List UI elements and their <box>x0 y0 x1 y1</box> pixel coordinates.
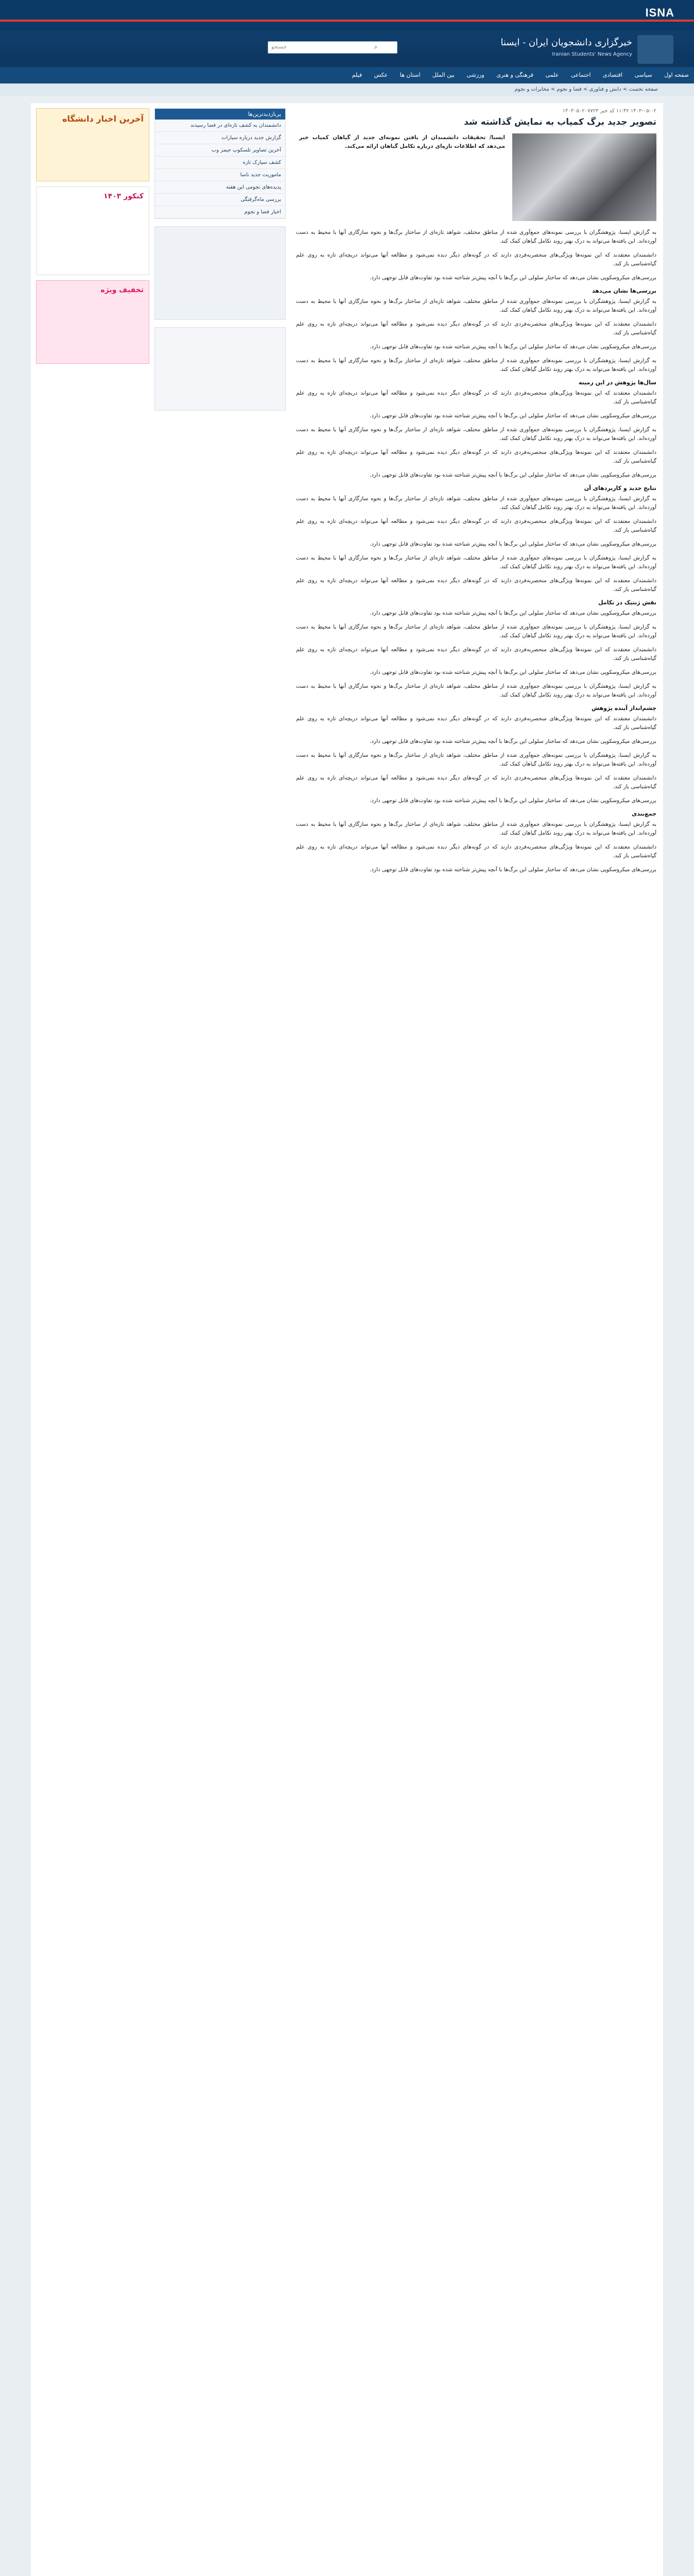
site-logo[interactable]: ISNA <box>645 6 674 19</box>
sidebar-item[interactable]: آخرین تصاویر تلسکوپ جیمز وب <box>155 144 285 157</box>
paragraph: بررسی‌های میکروسکوپی نشان می‌دهد که ساختار سلولی این برگ‌ها با آنچه پیش‌تر شناخته شده بود تفاوت‌های قابل توجهی دارد. <box>369 669 656 675</box>
paragraph: به گزارش ایسنا، پژوهشگران با بررسی نمونه‌های جمع‌آوری شده از مناطق مختلف، شواهد تازه‌ای از ساختار برگ‌ها و نحوه سازگاری آنها با محیط به دست آورده‌اند. این یافته‌ها می‌تواند به درک بهتر روند تکامل گیاهان کمک کند. <box>296 358 656 372</box>
paragraph: به گزارش ایسنا، پژوهشگران با بررسی نمونه‌های جمع‌آوری شده از مناطق مختلف، شواهد تازه‌ای از ساختار برگ‌ها و نحوه سازگاری آنها با محیط به دست آورده‌اند. این یافته‌ها می‌تواند به درک بهتر روند تکامل گیاهان کمک کند. <box>296 496 656 511</box>
paragraph: دانشمندان معتقدند که این نمونه‌ها ویژگی‌های منحصربه‌فردی دارند که در گونه‌های دیگر دیده نمی‌شود و مطالعه آنها می‌تواند دریچه‌ای تازه به روی علم گیاه‌شناسی باز کند. <box>296 716 656 731</box>
paragraph: دانشمندان معتقدند که این نمونه‌ها ویژگی‌های منحصربه‌فردی دارند که در گونه‌های دیگر دیده نمی‌شود و مطالعه آنها می‌تواند دریچه‌ای تازه به روی علم گیاه‌شناسی باز کند. <box>296 844 656 859</box>
paragraph: دانشمندان معتقدند که این نمونه‌ها ویژگی‌های منحصربه‌فردی دارند که در گونه‌های دیگر دیده نمی‌شود و مطالعه آنها می‌تواند دریچه‌ای تازه به روی علم گیاه‌شناسی باز کند. <box>296 775 656 790</box>
paragraph: بررسی‌های میکروسکوپی نشان می‌دهد که ساختار سلولی این برگ‌ها با آنچه پیش‌تر شناخته شده بود تفاوت‌های قابل توجهی دارد. <box>369 472 656 478</box>
search-icon[interactable]: ⌕ <box>374 43 378 50</box>
most-viewed-title: پربازدیدترین‌ها <box>155 109 285 120</box>
search-input[interactable]: جستجو <box>268 41 397 54</box>
paragraph: به گزارش ایسنا، پژوهشگران با بررسی نمونه‌های جمع‌آوری شده از مناطق مختلف، شواهد تازه‌ای از ساختار برگ‌ها و نحوه سازگاری آنها با محیط به دست آورده‌اند. این یافته‌ها می‌تواند به درک بهتر روند تکامل گیاهان کمک کند. <box>296 229 656 244</box>
lead-row <box>296 133 656 221</box>
article-image[interactable] <box>512 133 656 221</box>
paragraph: دانشمندان معتقدند که این نمونه‌ها ویژگی‌های منحصربه‌فردی دارند که در گونه‌های دیگر دیده نمی‌شود و مطالعه آنها می‌تواند دریچه‌ای تازه به روی علم گیاه‌شناسی باز کند. <box>296 518 656 533</box>
subheading: نتایج جدید و کاربردهای آن <box>584 485 656 492</box>
article-lead: ایسنا/ تحقیقات دانشمندان از یافتن نمونه‌ای جدید از گیاهان کمیاب خبر می‌دهد که اطلاعات تازه‌ای درباره تکامل گیاهان ارائه می‌کند. <box>299 134 505 149</box>
nav-item[interactable]: اجتماعی <box>570 72 591 78</box>
sidebar-widget <box>154 226 286 320</box>
middle-sidebar <box>154 108 286 411</box>
main-nav <box>0 67 694 83</box>
paragraph: دانشمندان معتقدند که این نمونه‌ها ویژگی‌های منحصربه‌فردی دارند که در گونه‌های دیگر دیده نمی‌شود و مطالعه آنها می‌تواند دریچه‌ای تازه به روی علم گیاه‌شناسی باز کند. <box>296 252 656 267</box>
paragraph: دانشمندان معتقدند که این نمونه‌ها ویژگی‌های منحصربه‌فردی دارند که در گونه‌های دیگر دیده نمی‌شود و مطالعه آنها می‌تواند دریچه‌ای تازه به روی علم گیاه‌شناسی باز کند. <box>296 647 656 662</box>
sidebar-item[interactable]: پدیده‌های نجومی این هفته <box>155 181 285 194</box>
paragraph: بررسی‌های میکروسکوپی نشان می‌دهد که ساختار سلولی این برگ‌ها با آنچه پیش‌تر شناخته شده بود تفاوت‌های قابل توجهی دارد. <box>369 413 656 419</box>
paragraph: بررسی‌های میکروسکوپی نشان می‌دهد که ساختار سلولی این برگ‌ها با آنچه پیش‌تر شناخته شده بود تفاوت‌های قابل توجهی دارد. <box>369 798 656 804</box>
article-meta: ۱۴۰۳-۰۵-۰۲ ۱۱:۴۲ کد خبر ۱۴۰۳۰۵۰۲۰۷۷۲۳ <box>562 108 656 114</box>
paragraph: به گزارش ایسنا، پژوهشگران با بررسی نمونه‌های جمع‌آوری شده از مناطق مختلف، شواهد تازه‌ای از ساختار برگ‌ها و نحوه سازگاری آنها با محیط به دست آورده‌اند. این یافته‌ها می‌تواند به درک بهتر روند تکامل گیاهان کمک کند. <box>296 298 656 313</box>
ad-banner[interactable]: تخفیف ویژه <box>36 280 149 364</box>
nav-item[interactable]: فرهنگی و هنری <box>496 72 534 78</box>
paragraph: به گزارش ایسنا، پژوهشگران با بررسی نمونه‌های جمع‌آوری شده از مناطق مختلف، شواهد تازه‌ای از ساختار برگ‌ها و نحوه سازگاری آنها با محیط به دست آورده‌اند. این یافته‌ها می‌تواند به درک بهتر روند تکامل گیاهان کمک کند. <box>296 555 656 570</box>
paragraph: بررسی‌های میکروسکوپی نشان می‌دهد که ساختار سلولی این برگ‌ها با آنچه پیش‌تر شناخته شده بود تفاوت‌های قابل توجهی دارد. <box>369 541 656 547</box>
brand-title-fa[interactable]: خبرگزاری دانشجویان ایران - ایسنا <box>500 37 632 48</box>
ad-banner[interactable]: کنکور ۱۴۰۳ <box>36 187 149 275</box>
paragraph: دانشمندان معتقدند که این نمونه‌ها ویژگی‌های منحصربه‌فردی دارند که در گونه‌های دیگر دیده نمی‌شود و مطالعه آنها می‌تواند دریچه‌ای تازه به روی علم گیاه‌شناسی باز کند. <box>296 449 656 464</box>
article <box>296 108 656 879</box>
brand-emblem <box>637 35 673 64</box>
sidebar-widget <box>154 327 286 411</box>
paragraph: به گزارش ایسنا، پژوهشگران با بررسی نمونه‌های جمع‌آوری شده از مناطق مختلف، شواهد تازه‌ای از ساختار برگ‌ها و نحوه سازگاری آنها با محیط به دست آورده‌اند. این یافته‌ها می‌تواند به درک بهتر روند تکامل گیاهان کمک کند. <box>296 683 656 698</box>
sidebar-item[interactable]: اخبار فضا و نجوم <box>155 206 285 218</box>
sidebar-item[interactable]: کشف سیارک تازه <box>155 157 285 169</box>
nav-item[interactable]: علمی <box>545 72 559 78</box>
subheading: بررسی‌ها نشان می‌دهد <box>592 287 656 294</box>
sidebar-item[interactable]: بررسی ماه‌گرفتگی <box>155 194 285 206</box>
nav-item[interactable]: استان ها <box>400 72 421 78</box>
subheading: جمع‌بندی <box>632 810 656 817</box>
paragraph: بررسی‌های میکروسکوپی نشان می‌دهد که ساختار سلولی این برگ‌ها با آنچه پیش‌تر شناخته شده بود تفاوت‌های قابل توجهی دارد. <box>369 867 656 873</box>
paragraph: دانشمندان معتقدند که این نمونه‌ها ویژگی‌های منحصربه‌فردی دارند که در گونه‌های دیگر دیده نمی‌شود و مطالعه آنها می‌تواند دریچه‌ای تازه به روی علم گیاه‌شناسی باز کند. <box>296 390 656 405</box>
nav-item[interactable]: فیلم <box>352 72 362 78</box>
nav-item[interactable]: عکس <box>374 72 388 78</box>
logo-accent-bar <box>0 20 694 22</box>
brand-title-en: Iranian Students' News Agency <box>552 52 632 57</box>
sidebar-item[interactable]: دانشمندان به کشف تازه‌ای در فضا رسیدند <box>155 120 285 132</box>
subheading: چشم‌انداز آینده پژوهش <box>592 705 656 711</box>
paragraph: بررسی‌های میکروسکوپی نشان می‌دهد که ساختار سلولی این برگ‌ها با آنچه پیش‌تر شناخته شده بود تفاوت‌های قابل توجهی دارد. <box>369 610 656 616</box>
paragraph: دانشمندان معتقدند که این نمونه‌ها ویژگی‌های منحصربه‌فردی دارند که در گونه‌های دیگر دیده نمی‌شود و مطالعه آنها می‌تواند دریچه‌ای تازه به روی علم گیاه‌شناسی باز کند. <box>296 321 656 336</box>
paragraph: به گزارش ایسنا، پژوهشگران با بررسی نمونه‌های جمع‌آوری شده از مناطق مختلف، شواهد تازه‌ای از ساختار برگ‌ها و نحوه سازگاری آنها با محیط به دست آورده‌اند. این یافته‌ها می‌تواند به درک بهتر روند تکامل گیاهان کمک کند. <box>296 427 656 442</box>
article-title: تصویر جدید برگ کمیاب به نمایش گذاشته شد <box>464 117 656 127</box>
paragraph: بررسی‌های میکروسکوپی نشان می‌دهد که ساختار سلولی این برگ‌ها با آنچه پیش‌تر شناخته شده بود تفاوت‌های قابل توجهی دارد. <box>369 275 656 281</box>
subheading: سال‌ها پژوهش در این زمینه <box>578 379 656 386</box>
subheading: نقش ژنتیک در تکامل <box>598 599 656 606</box>
paragraph: بررسی‌های میکروسکوپی نشان می‌دهد که ساختار سلولی این برگ‌ها با آنچه پیش‌تر شناخته شده بود تفاوت‌های قابل توجهی دارد. <box>369 738 656 744</box>
sidebar-item[interactable]: گزارش جدید درباره سیارات <box>155 132 285 144</box>
paragraph: به گزارش ایسنا، پژوهشگران با بررسی نمونه‌های جمع‌آوری شده از مناطق مختلف، شواهد تازه‌ای از ساختار برگ‌ها و نحوه سازگاری آنها با محیط به دست آورده‌اند. این یافته‌ها می‌تواند به درک بهتر روند تکامل گیاهان کمک کند. <box>296 752 656 767</box>
ads-column <box>36 108 149 364</box>
nav-item[interactable]: صفحه اول <box>664 72 689 78</box>
ad-banner[interactable]: آخرین اخبار دانشگاه <box>36 108 149 181</box>
nav-item[interactable]: ورزشی <box>466 72 484 78</box>
sidebar-item[interactable]: ماموریت جدید ناسا <box>155 169 285 181</box>
paragraph: دانشمندان معتقدند که این نمونه‌ها ویژگی‌های منحصربه‌فردی دارند که در گونه‌های دیگر دیده نمی‌شود و مطالعه آنها می‌تواند دریچه‌ای تازه به روی علم گیاه‌شناسی باز کند. <box>296 578 656 592</box>
nav-item[interactable]: سیاسی <box>634 72 652 78</box>
paragraph: بررسی‌های میکروسکوپی نشان می‌دهد که ساختار سلولی این برگ‌ها با آنچه پیش‌تر شناخته شده بود تفاوت‌های قابل توجهی دارد. <box>369 344 656 350</box>
breadcrumb[interactable]: صفحه نخست > دانش و فناوری > فضا و نجوم > مخابرات و نجوم <box>0 83 694 96</box>
nav-item[interactable]: اقتصادی <box>602 72 622 78</box>
paragraph: به گزارش ایسنا، پژوهشگران با بررسی نمونه‌های جمع‌آوری شده از مناطق مختلف، شواهد تازه‌ای از ساختار برگ‌ها و نحوه سازگاری آنها با محیط به دست آورده‌اند. این یافته‌ها می‌تواند به درک بهتر روند تکامل گیاهان کمک کند. <box>296 821 656 836</box>
nav-item[interactable]: بین الملل <box>432 72 455 78</box>
most-viewed-box <box>154 108 286 219</box>
top-bar <box>0 0 694 31</box>
site-header <box>0 31 694 67</box>
paragraph: به گزارش ایسنا، پژوهشگران با بررسی نمونه‌های جمع‌آوری شده از مناطق مختلف، شواهد تازه‌ای از ساختار برگ‌ها و نحوه سازگاری آنها با محیط به دست آورده‌اند. این یافته‌ها می‌تواند به درک بهتر روند تکامل گیاهان کمک کند. <box>296 624 656 639</box>
